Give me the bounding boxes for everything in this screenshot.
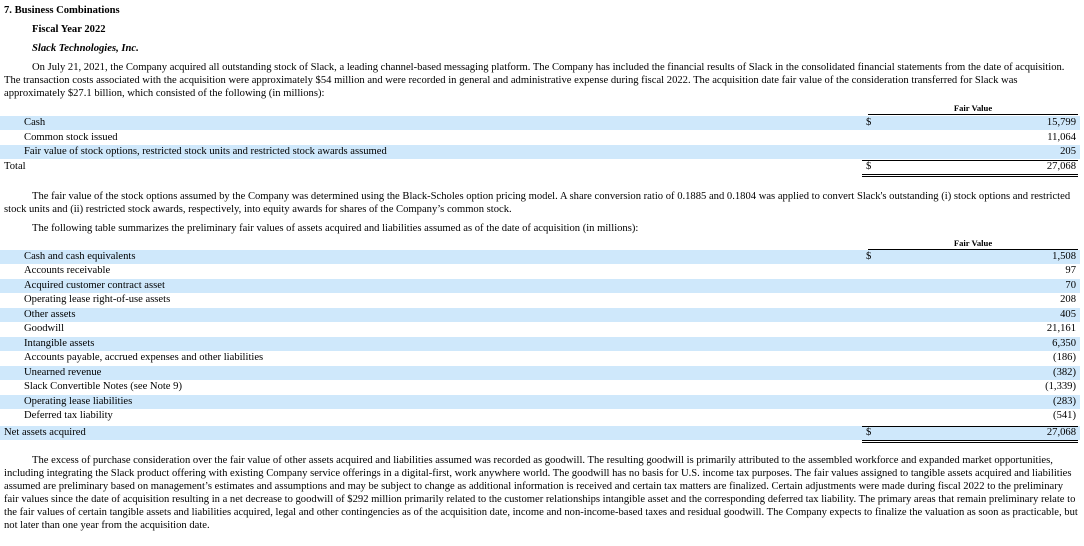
row-label: Operating lease right-of-use assets — [24, 294, 171, 305]
table-row — [0, 409, 1080, 423]
row-label: Goodwill — [24, 323, 65, 334]
row-label: Slack Convertible Notes (see Note 9) — [24, 381, 182, 392]
row-value: 405 — [1060, 309, 1076, 320]
row-label: Unearned revenue — [24, 367, 102, 378]
total-row — [0, 160, 1080, 174]
currency-symbol: $ — [866, 117, 872, 128]
table-row — [0, 250, 1080, 264]
total-rule — [862, 426, 1078, 443]
table-row — [0, 322, 1080, 336]
table-row — [0, 380, 1080, 394]
row-value: (382) — [1053, 367, 1076, 378]
row-label: Accounts payable, accrued expenses and other liabilities — [24, 352, 264, 363]
row-value: 205 — [1060, 146, 1076, 157]
row-value: 97 — [1065, 265, 1076, 276]
table-row — [0, 366, 1080, 380]
table-intro-paragraph: The following table summarizes the preliminary fair values of assets acquired and liabilities assumed as of the date of acquisition (in millions): — [32, 223, 639, 234]
total-label: Net assets acquired — [4, 427, 86, 438]
row-label: Accounts receivable — [24, 265, 111, 276]
table-row — [0, 145, 1080, 159]
row-label: Intangible assets — [24, 338, 95, 349]
row-label: Cash — [24, 117, 46, 128]
row-label: Acquired customer contract asset — [24, 280, 165, 291]
row-value: 11,064 — [1047, 132, 1076, 143]
total-value: 27,068 — [1046, 161, 1076, 172]
row-value: (283) — [1053, 396, 1076, 407]
row-label: Other assets — [24, 309, 76, 320]
row-value: (1,339) — [1045, 381, 1076, 392]
row-label: Fair value of stock options, restricted stock units and restricted stock awards assumed — [24, 146, 387, 157]
total-rule — [862, 160, 1078, 177]
row-value: 1,508 — [1052, 251, 1076, 262]
row-value: (541) — [1053, 410, 1076, 421]
table2-header: Fair Value — [868, 237, 1078, 250]
table1-header: Fair Value — [868, 102, 1078, 115]
row-value: 6,350 — [1052, 338, 1076, 349]
table-row — [0, 131, 1080, 145]
row-value: (186) — [1053, 352, 1076, 363]
row-label: Deferred tax liability — [24, 410, 113, 421]
row-value: 70 — [1065, 280, 1076, 291]
goodwill-paragraph: The excess of purchase consideration over the fair value of other assets acquired and liabilities assumed was recorded as goodwill. The resulting goodwill is primarily attributed to the assembled workforce and expanded market opportunities, including integrating the Slack product offering with existing Company service offerings in a digital-first, work anywhere world. The goodwill has no basis for U.S. income tax purposes. The fair values assigned to tangible assets acquired and liabilities assumed are preliminary based on management’s estimates and assumptions and may be subject to change as additional information is received and certain tax matters are finalized. Certain adjustments were made during fiscal 2022 to the preliminary fair values since the date of acquisition resulting in a net decrease to goodwill of $292 million primarily related to the customer relationships intangible asset and the corresponding deferred tax liability. The primary areas that remain preliminary relate to the fair values of certain tangible assets and liabilities acquired, legal and other contingencies as of the acquisition date, income and non-income-based taxes and residual goodwill. The Company expects to finalize the valuation as soon as practicable, but not later than one year from the acquisition date. — [4, 455, 1078, 531]
company-heading: Slack Technologies, Inc. — [32, 43, 139, 54]
table-row — [0, 279, 1080, 293]
row-label: Cash and cash equivalents — [24, 251, 136, 262]
intro-paragraph: On July 21, 2021, the Company acquired all outstanding stock of Slack, a leading channel-based messaging platform. The Company has included the financial results of Slack in the consolidated financial statements from the date of acquisition. The transaction costs associated with the acquisition were approximately $54 million and were recorded in general and administrative expense during fiscal 2022. The acquisition date fair value of the consideration transferred for Slack was approximately $27.1 billion, which consisted of the following (in millions): — [4, 62, 1065, 99]
table-row — [0, 351, 1080, 365]
table-row — [0, 264, 1080, 278]
table-row — [0, 308, 1080, 322]
total-row — [0, 426, 1080, 440]
total-label: Total — [4, 161, 26, 172]
total-value: 27,068 — [1046, 427, 1076, 438]
net-assets-table — [0, 237, 1084, 443]
row-value: 208 — [1060, 294, 1076, 305]
row-value: 21,161 — [1046, 323, 1076, 334]
table-row — [0, 293, 1080, 307]
table-row — [0, 116, 1080, 130]
stock-options-paragraph: The fair value of the stock options assumed by the Company was determined using the Black-Scholes option pricing model. A share conversion ratio of 0.1885 and 0.1804 was applied to convert Slack's outstanding (i) stock options and restricted stock units and (ii) restricted stock awards, respectively, into equity awards for shares of the Company’s common stock. — [4, 191, 1071, 215]
currency-symbol: $ — [866, 427, 872, 438]
row-value: 15,799 — [1046, 117, 1076, 128]
table-row — [0, 395, 1080, 409]
fiscal-year-heading: Fiscal Year 2022 — [32, 24, 106, 35]
table-row — [0, 337, 1080, 351]
section-title: 7. Business Combinations — [4, 5, 120, 16]
currency-symbol: $ — [866, 251, 872, 262]
currency-symbol: $ — [866, 161, 872, 172]
consideration-table — [0, 102, 1084, 174]
row-label: Operating lease liabilities — [24, 396, 133, 407]
row-label: Common stock issued — [24, 132, 118, 143]
